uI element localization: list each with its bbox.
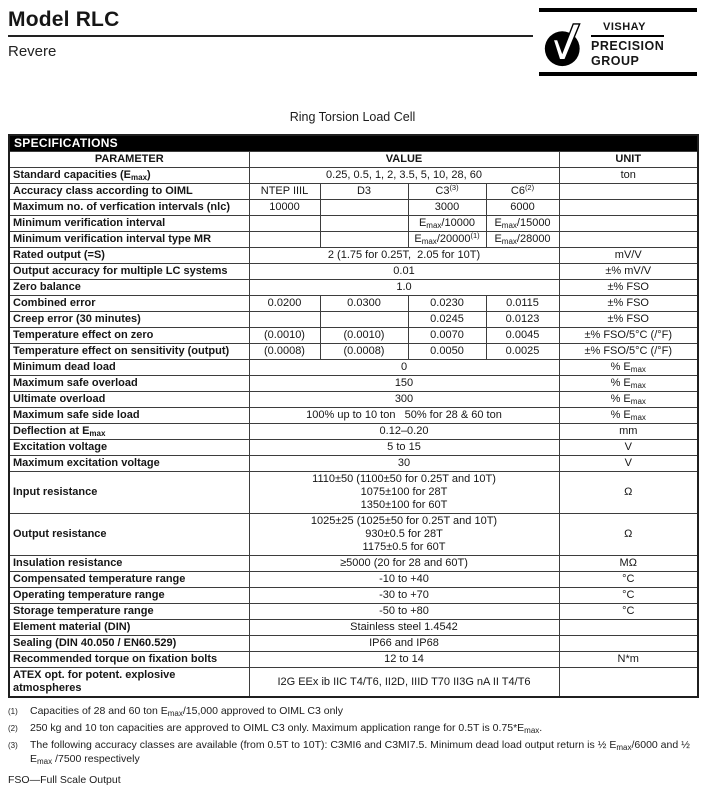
product-name: Ring Torsion Load Cell: [289, 110, 416, 124]
brand-subtitle: Revere: [8, 43, 57, 60]
unit-cell: ±% FSO: [559, 312, 698, 328]
value-cell: 0: [249, 360, 559, 376]
value-cell: 6000: [486, 200, 559, 216]
title-rule: [8, 35, 533, 37]
parameter-cell: Maximum no. of verfication intervals (nlc): [9, 200, 249, 216]
spec-row: [9, 392, 698, 408]
value-cell: Stainless steel 1.4542: [249, 620, 559, 636]
unit-cell: % $E_{max}$: [559, 408, 698, 424]
footnote: [8, 704, 697, 719]
spec-row: [9, 296, 698, 312]
value-cell: I2G EEx ib IIC T4/T6, II2D, IIID T70 II3G nA II T4/T6: [249, 668, 559, 698]
value-cell: [249, 216, 320, 232]
value-cell: 3000: [408, 200, 486, 216]
spec-row: [9, 280, 698, 296]
spec-row: [9, 652, 698, 668]
footnote-text: 250 kg and 10 ton capacities are approved to OIML C3 only. Maximum application range for 0.5T is $0.75*E_{max}$.: [30, 722, 543, 735]
value-cell: $E_{max}/20000^{(1)}$: [408, 232, 486, 248]
parameter-cell: Zero balance: [9, 280, 249, 296]
value-cell: $E_{max}/10000$: [408, 216, 486, 232]
parameter-cell: Rated output (=S): [9, 248, 249, 264]
spec-row: [9, 604, 698, 620]
unit-cell: [559, 184, 698, 200]
footnotes: [8, 704, 697, 766]
value-cell: 0.0230: [408, 296, 486, 312]
value-cell: -10 to +40: [249, 572, 559, 588]
column-header-unit: UNIT: [559, 152, 698, 168]
parameter-cell: Minimum verification interval: [9, 216, 249, 232]
value-cell: (0.0008): [249, 344, 320, 360]
spec-row: [9, 168, 698, 184]
parameter-cell: Deflection at $E_{max}$: [9, 424, 249, 440]
spec-row: [9, 424, 698, 440]
footnote-marker: (2): [8, 724, 18, 733]
unit-cell: ±% FSO/5°C (/°F): [559, 328, 698, 344]
unit-cell: mV/V: [559, 248, 698, 264]
parameter-cell: Temperature effect on sensitivity (output): [9, 344, 249, 360]
spec-row: [9, 216, 698, 232]
value-cell: [249, 312, 320, 328]
value-cell: 0.0115: [486, 296, 559, 312]
value-cell: [320, 312, 408, 328]
parameter-cell: Compensated temperature range: [9, 572, 249, 588]
spec-row: [9, 556, 698, 572]
parameter-cell: Ultimate overload: [9, 392, 249, 408]
unit-cell: Ω: [559, 472, 698, 514]
logo-brand-name: VISHAY: [591, 20, 664, 37]
footnote-text: Capacities of 28 and 60 ton $E_{max}/15,000$ approved to OIML C3 only: [30, 705, 344, 718]
spec-row: [9, 514, 698, 556]
spec-row: [9, 440, 698, 456]
value-cell: 300: [249, 392, 559, 408]
parameter-cell: Maximum safe overload: [9, 376, 249, 392]
value-cell: -30 to +70: [249, 588, 559, 604]
unit-cell: °C: [559, 604, 698, 620]
parameter-cell: ATEX opt. for potent. explosive atmospheres: [9, 668, 249, 698]
footnote-marker: (1): [8, 707, 18, 716]
column-header-parameter: PARAMETER: [9, 152, 249, 168]
unit-cell: [559, 232, 698, 248]
value-cell: 0.0200: [249, 296, 320, 312]
footnote-marker: (3): [8, 741, 18, 750]
parameter-cell: Maximum excitation voltage: [9, 456, 249, 472]
unit-cell: % $E_{max}$: [559, 376, 698, 392]
unit-cell: °C: [559, 588, 698, 604]
footnote: [8, 721, 697, 736]
unit-cell: Ω: [559, 514, 698, 556]
value-cell: 0.0050: [408, 344, 486, 360]
value-cell: -50 to +80: [249, 604, 559, 620]
logo-body: [539, 12, 697, 79]
unit-cell: MΩ: [559, 556, 698, 572]
spec-row: [9, 376, 698, 392]
spec-row: [9, 200, 698, 216]
spec-row: [9, 456, 698, 472]
spec-row: [9, 232, 698, 248]
vishay-v-icon: [543, 22, 587, 73]
value-cell: 10000: [249, 200, 320, 216]
unit-cell: ±% FSO: [559, 280, 698, 296]
spec-row: [9, 572, 698, 588]
column-header-value: VALUE: [249, 152, 559, 168]
parameter-cell: Temperature effect on zero: [9, 328, 249, 344]
parameter-cell: Standard capacities $(E_{max})$: [9, 168, 249, 184]
value-cell: D3: [320, 184, 408, 200]
header: [8, 8, 697, 96]
vishay-logo: [539, 8, 697, 76]
parameter-cell: Sealing (DIN 40.050 / EN60.529): [9, 636, 249, 652]
page-title: Model RLC: [8, 8, 120, 31]
value-cell: 30: [249, 456, 559, 472]
spec-table-body: [9, 168, 698, 698]
value-cell: 100% up to 10 ton 50% for 28 & 60 ton: [249, 408, 559, 424]
spec-row: [9, 264, 698, 280]
value-cell: 1025±25 (1025±50 for 0.25T and 10T) 930±0.5 for 28T 1175±0.5 for 60T: [249, 514, 559, 556]
unit-cell: V: [559, 456, 698, 472]
spec-row: [9, 408, 698, 424]
value-cell: 0.0070: [408, 328, 486, 344]
unit-cell: [559, 620, 698, 636]
value-cell: (0.0010): [249, 328, 320, 344]
footnote-text: The following accuracy classes are available (from 0.5T to 10T): C3MI6 and C3MI7.5. Minimum dead load output return is ½ $E_{max}/6000$ and ½ $E_{max}$ /7500 respectively: [30, 739, 690, 766]
value-cell: NTEP IIIL: [249, 184, 320, 200]
parameter-cell: Insulation resistance: [9, 556, 249, 572]
value-cell: 1110±50 (1100±50 for 0.25T and 10T) 1075±100 for 28T 1350±100 for 60T: [249, 472, 559, 514]
value-cell: 12 to 14: [249, 652, 559, 668]
spec-row: [9, 636, 698, 652]
spec-row: [9, 184, 698, 200]
value-cell: 2 (1.75 for 0.25T, 2.05 for 10T): [249, 248, 559, 264]
unit-cell: [559, 668, 698, 698]
value-cell: (0.0010): [320, 328, 408, 344]
parameter-cell: Recommended torque on fixation bolts: [9, 652, 249, 668]
parameter-cell: Operating temperature range: [9, 588, 249, 604]
parameter-cell: Excitation voltage: [9, 440, 249, 456]
spec-section-row: [9, 135, 698, 152]
spec-row: [9, 248, 698, 264]
value-cell: 1.0: [249, 280, 559, 296]
unit-cell: ±% FSO/5°C (/°F): [559, 344, 698, 360]
value-cell: 150: [249, 376, 559, 392]
spec-row: [9, 668, 698, 698]
spec-row: [9, 328, 698, 344]
value-cell: 0.0300: [320, 296, 408, 312]
value-cell: $E_{max}/15000$: [486, 216, 559, 232]
spec-header-row: [9, 152, 698, 168]
parameter-cell: Output resistance: [9, 514, 249, 556]
value-cell: 0.01: [249, 264, 559, 280]
logo-bottom-bar: [539, 72, 697, 76]
unit-cell: [559, 200, 698, 216]
unit-cell: ±% FSO: [559, 296, 698, 312]
parameter-cell: Element material (DIN): [9, 620, 249, 636]
value-cell: 0.0025: [486, 344, 559, 360]
value-cell: C3$^{(3)}$: [408, 184, 486, 200]
value-cell: 5 to 15: [249, 440, 559, 456]
unit-cell: V: [559, 440, 698, 456]
parameter-cell: Minimum verification interval type MR: [9, 232, 249, 248]
parameter-cell: Minimum dead load: [9, 360, 249, 376]
specifications-table: [8, 134, 699, 698]
unit-cell: [559, 216, 698, 232]
value-cell: $E_{max}/28000$: [486, 232, 559, 248]
value-cell: [320, 200, 408, 216]
logo-precision-label: PRECISION: [591, 39, 665, 53]
parameter-cell: Maximum safe side load: [9, 408, 249, 424]
unit-cell: N*m: [559, 652, 698, 668]
spec-row: [9, 312, 698, 328]
spec-row: [9, 360, 698, 376]
value-cell: [249, 232, 320, 248]
spec-row: [9, 472, 698, 514]
parameter-cell: Output accuracy for multiple LC systems: [9, 264, 249, 280]
spec-row: [9, 620, 698, 636]
value-cell: 0.0245: [408, 312, 486, 328]
value-cell: 0.0045: [486, 328, 559, 344]
footnote: [8, 738, 697, 766]
value-cell: 0.12–0.20: [249, 424, 559, 440]
parameter-cell: Creep error (30 minutes): [9, 312, 249, 328]
value-cell: ≥5000 (20 for 28 and 60T): [249, 556, 559, 572]
spec-section-title: SPECIFICATIONS: [9, 135, 698, 152]
parameter-cell: Input resistance: [9, 472, 249, 514]
unit-cell: ton: [559, 168, 698, 184]
logo-text: [591, 20, 664, 67]
parameter-cell: Storage temperature range: [9, 604, 249, 620]
value-cell: (0.0008): [320, 344, 408, 360]
value-cell: [320, 216, 408, 232]
value-cell: 0.0123: [486, 312, 559, 328]
value-cell: 0.25, 0.5, 1, 2, 3.5, 5, 10, 28, 60: [249, 168, 559, 184]
unit-cell: °C: [559, 572, 698, 588]
fso-note: FSO—Full Scale Output: [8, 774, 121, 786]
spec-row: [9, 588, 698, 604]
value-cell: IP66 and IP68: [249, 636, 559, 652]
unit-cell: % $E_{max}$: [559, 360, 698, 376]
unit-cell: [559, 636, 698, 652]
logo-group-label: GROUP: [591, 53, 640, 68]
unit-cell: % $E_{max}$: [559, 392, 698, 408]
unit-cell: ±% mV/V: [559, 264, 698, 280]
spec-row: [9, 344, 698, 360]
parameter-cell: Combined error: [9, 296, 249, 312]
value-cell: C6$^{(2)}$: [486, 184, 559, 200]
value-cell: [320, 232, 408, 248]
unit-cell: mm: [559, 424, 698, 440]
parameter-cell: Accuracy class according to OIML: [9, 184, 249, 200]
